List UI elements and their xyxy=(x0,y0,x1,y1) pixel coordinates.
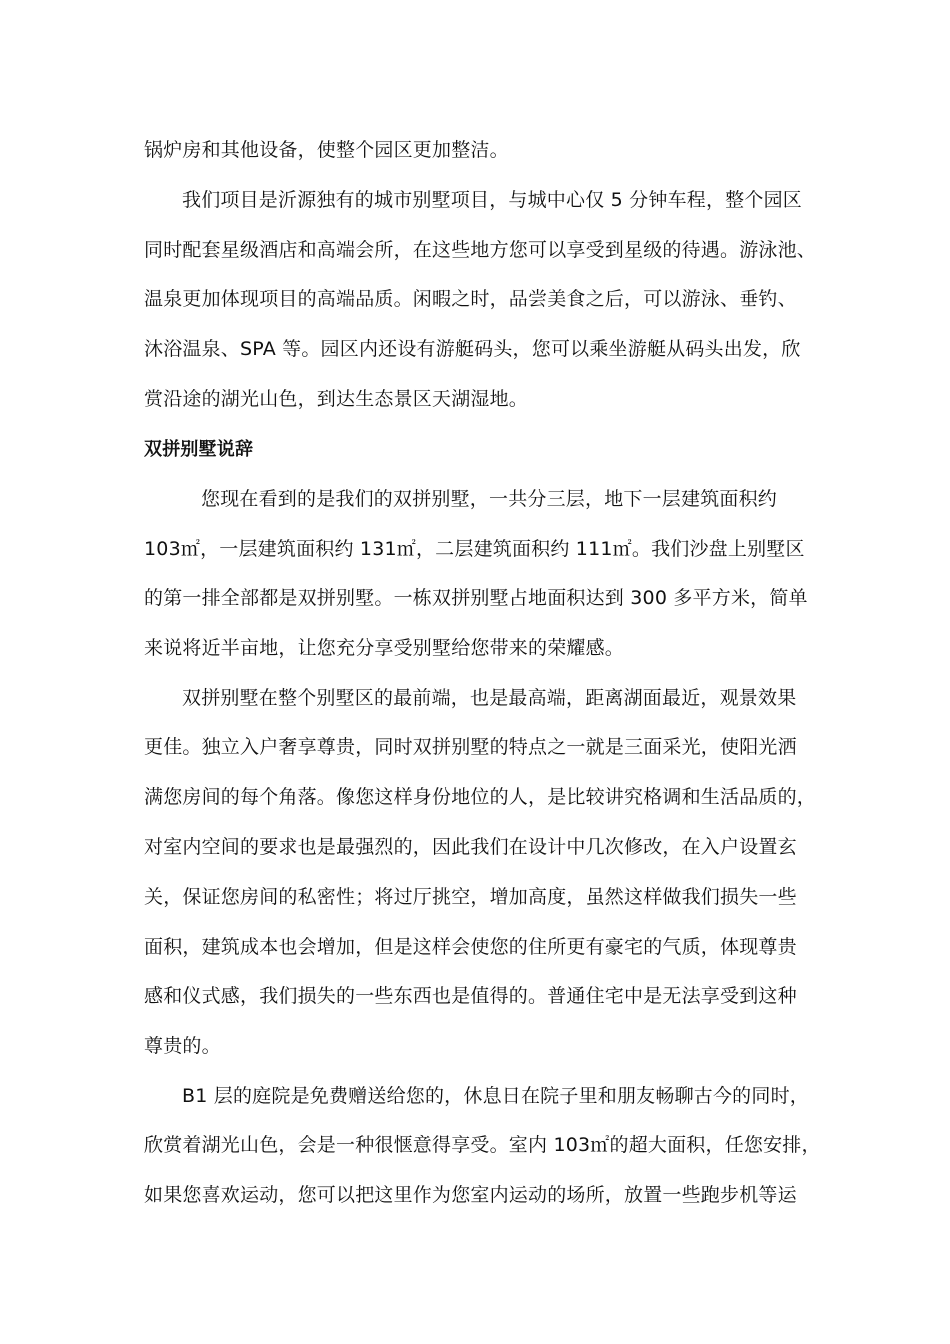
paragraph-line: 更佳。独立入户奢享尊贵，同时双拼别墅的特点之一就是三面采光，使阳光洒 xyxy=(144,736,797,758)
paragraph-line: 双拼别墅在整个别墅区的最前端，也是最高端，距离湖面最近，观景效果 xyxy=(182,687,797,709)
paragraph-line: 赏沿途的湖光山色，到达生态景区天湖湿地。 xyxy=(144,388,529,410)
paragraph-line: 温泉更加体现项目的高端品质。闲暇之时，品尝美食之后，可以游泳、垂钓、 xyxy=(144,288,797,310)
paragraph-line: 103㎡，一层建筑面积约 131㎡，二层建筑面积约 111㎡。我们沙盘上别墅区 xyxy=(144,538,805,560)
paragraph-line: 面积，建筑成本也会增加，但是这样会使您的住所更有豪宅的气质，体现尊贵 xyxy=(144,936,797,958)
paragraph-line: 同时配套星级酒店和高端会所，在这些地方您可以享受到星级的待遇。游泳池、 xyxy=(144,239,817,261)
paragraph-line: 欣赏着湖光山色，会是一种很惬意得享受。室内 103㎡的超大面积，任您安排， xyxy=(144,1134,821,1156)
paragraph-line: 如果您喜欢运动，您可以把这里作为您室内运动的场所，放置一些跑步机等运 xyxy=(144,1184,797,1206)
section-heading: 双拼别墅说辞 xyxy=(144,439,254,460)
paragraph-line: 感和仪式感，我们损失的一些东西也是值得的。普通住宅中是无法享受到这种 xyxy=(144,985,797,1007)
paragraph-line: 来说将近半亩地，让您充分享受别墅给您带来的荣耀感。 xyxy=(144,637,625,659)
paragraph-line: 我们项目是沂源独有的城市别墅项目，与城中心仅 5 分钟车程，整个园区 xyxy=(182,189,802,211)
paragraph-line: 沐浴温泉、SPA 等。园区内还设有游艇码头，您可以乘坐游艇从码头出发，欣 xyxy=(144,338,801,360)
paragraph-line: 满您房间的每个角落。像您这样身份地位的人，是比较讲究格调和生活品质的， xyxy=(144,786,817,808)
paragraph-line: 对室内空间的要求也是最强烈的，因此我们在设计中几次修改，在入户设置玄 xyxy=(144,836,797,858)
paragraph-line: 您现在看到的是我们的双拼别墅，一共分三层，地下一层建筑面积约 xyxy=(201,488,778,510)
paragraph-line: 尊贵的。 xyxy=(144,1035,221,1057)
paragraph-line: 关，保证您房间的私密性；将过厅挑空，增加高度，虽然这样做我们损失一些 xyxy=(144,886,797,908)
paragraph-line: 锅炉房和其他设备，使整个园区更加整洁。 xyxy=(144,139,509,161)
paragraph-line: B1 层的庭院是免费赠送给您的，休息日在院子里和朋友畅聊古今的同时， xyxy=(182,1085,809,1107)
paragraph-line: 的第一排全部都是双拼别墅。一栋双拼别墅占地面积达到 300 多平方米，简单 xyxy=(144,587,808,609)
